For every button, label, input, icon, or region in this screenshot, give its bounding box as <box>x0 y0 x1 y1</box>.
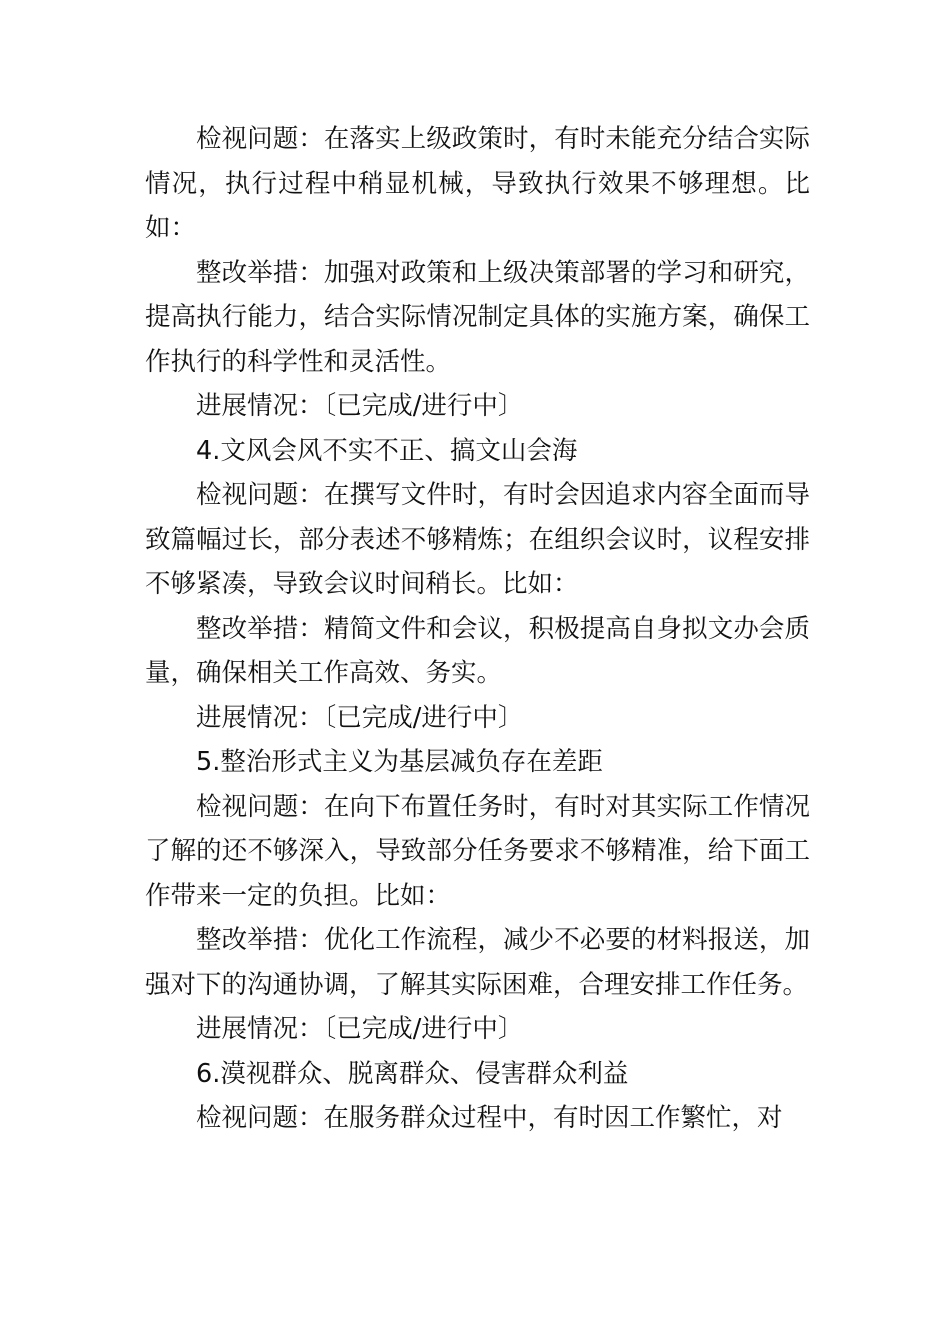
paragraph-issue-writing: 检视问题：在撰写文件时，有时会因追求内容全面而导致篇幅过长，部分表述不够精炼；在组织会议时，议程安排不够紧凑，导致会议时间稍长。比如： <box>145 480 810 599</box>
paragraph-progress-3: 进展情况：〔已完成/进行中〕 <box>196 391 524 421</box>
section-heading-5: 5.整治形式主义为基层减负存在差距 <box>196 747 603 777</box>
document-page <box>145 117 810 1141</box>
section-heading-6: 6.漠视群众、脱离群众、侵害群众利益 <box>196 1058 629 1089</box>
paragraph-issue-burden: 检视问题：在向下布置任务时，有时对其实际工作情况了解的还不够深入，导致部分任务要求不够精准，给下面工作带来一定的负担。比如： <box>145 791 810 911</box>
paragraph-issue-masses: 检视问题：在服务群众过程中，有时因工作繁忙，对 <box>196 1103 783 1133</box>
paragraph-measure-policy: 整改举措：加强对政策和上级决策部署的学习和研究，提高执行能力，结合实际情况制定具体的实施方案，确保工作执行的科学性和灵活性。 <box>145 257 810 377</box>
paragraph-measure-burden: 整改举措：优化工作流程，减少不必要的材料报送，加强对下的沟通协调，了解其实际困难，合理安排工作任务。 <box>145 925 810 1000</box>
paragraph-progress-4: 进展情况：〔已完成/进行中〕 <box>196 702 524 733</box>
paragraph-progress-5: 进展情况：〔已完成/进行中〕 <box>196 1014 524 1044</box>
section-heading-4: 4.文风会风不实不正、搞文山会海 <box>196 435 578 466</box>
paragraph-measure-writing: 整改举措：精简文件和会议，积极提高自身拟文办会质量，确保相关工作高效、务实。 <box>145 613 810 688</box>
paragraph-issue-policy: 检视问题：在落实上级政策时，有时未能充分结合实际情况，执行过程中稍显机械，导致执行效果不够理想。比如： <box>145 124 810 243</box>
